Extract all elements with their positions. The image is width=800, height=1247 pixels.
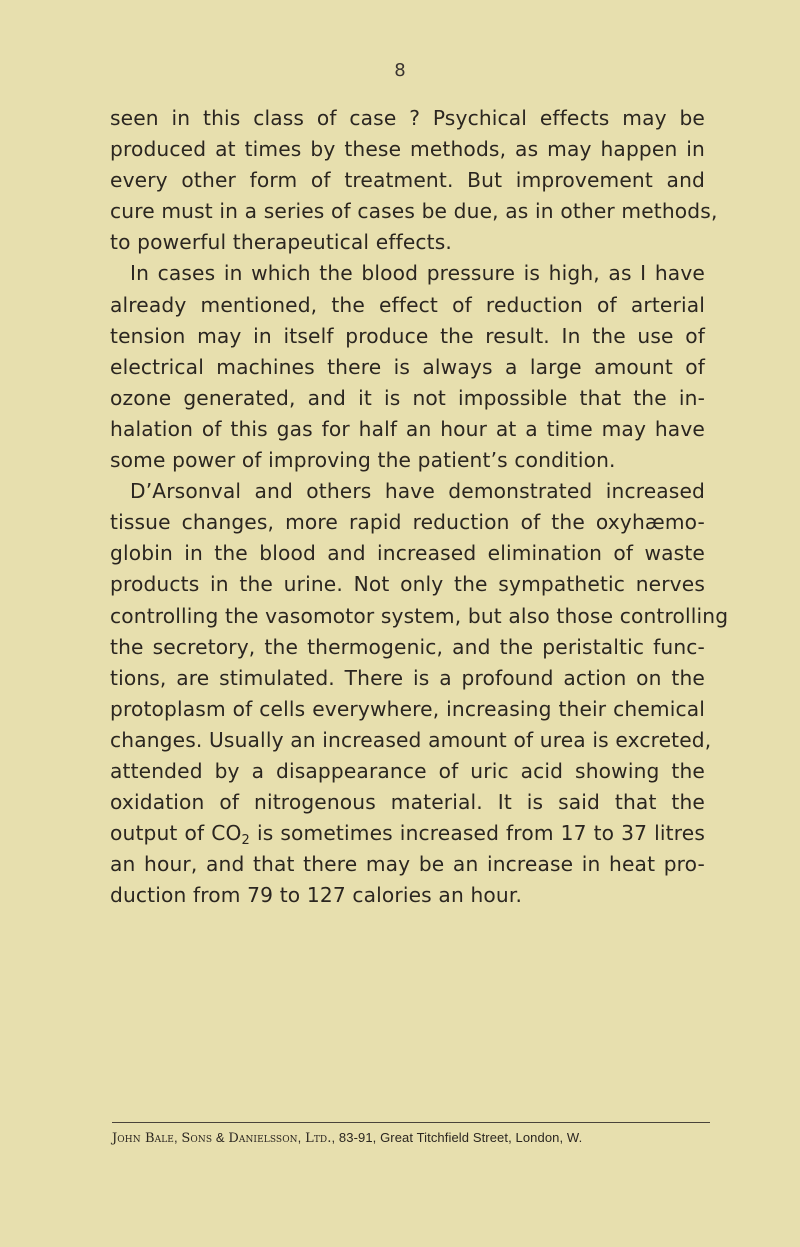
imprint-sep-1: , (173, 1130, 182, 1145)
text-line: products in the urine. Not only the sympathetic nerves (110, 572, 705, 597)
text-line: controlling the vasomotor system, but also those controlling (110, 603, 729, 628)
text-line: oxidation of nitrogenous material. It is said that the (110, 790, 705, 815)
imprint-sep-2: , (297, 1130, 306, 1145)
imprint-address: , 83-91, Great Titchfield Street, London, W. (331, 1130, 583, 1145)
text-line-co2 (110, 818, 705, 849)
text-line: tension may in itself produce the result. In the use of (110, 323, 705, 348)
text-line: electrical machines there is always a large amount of (110, 354, 705, 379)
text-line: attended by a disappearance of uric acid showing the (110, 758, 705, 783)
text-line: some power of improving the patient’s condition. (110, 448, 616, 473)
body-text (110, 103, 729, 911)
co2-subscript: 2 (241, 833, 250, 849)
co2-text: output of CO (110, 821, 242, 846)
text-line: tissue changes, more rapid reduction of the oxyhæmo- (110, 510, 705, 535)
footer-divider (112, 1122, 710, 1123)
imprint-name-4: Ltd. (305, 1131, 332, 1146)
text-line: D’Arsonval and others have demonstrated increased (130, 479, 705, 504)
co2-line-rest: is sometimes increased from 17 to 37 litres (249, 821, 705, 846)
page-number: 8 (394, 60, 406, 81)
text-line: an hour, and that there may be an increase in heat pro- (110, 852, 705, 877)
text-line: every other form of treatment. But improvement and (110, 168, 705, 193)
text-line: halation of this gas for half an hour at a time may have (110, 416, 705, 441)
text-line: tions, are stimulated. There is a profound action on the (110, 665, 705, 690)
imprint-name-3: Danielsson (228, 1131, 298, 1146)
text-line: already mentioned, the effect of reduction of arterial (110, 292, 705, 317)
text-line: In cases in which the blood pressure is high, as I have (130, 261, 705, 286)
text-line: globin in the blood and increased elimination of waste (110, 541, 705, 566)
text-line: the secretory, the thermogenic, and the peristaltic func- (110, 634, 705, 659)
text-line: seen in this class of case ? Psychical effects may be (110, 106, 705, 130)
imprint-amp: & (212, 1130, 229, 1145)
imprint-name-1: John Bale (112, 1131, 174, 1146)
text-line: changes. Usually an increased amount of urea is excreted, (110, 727, 712, 752)
imprint-name-2: Sons (181, 1131, 213, 1146)
text-line: produced at times by these methods, as may happen in (110, 137, 705, 162)
text-line: ozone generated, and it is not impossible that the in- (110, 385, 705, 410)
text-line: to powerful therapeutical effects. (110, 230, 452, 255)
text-line: protoplasm of cells everywhere, increasing their chemical (110, 696, 705, 721)
text-line: duction from 79 to 127 calories an hour. (110, 883, 523, 908)
printer-imprint (112, 1130, 712, 1146)
text-line: cure must in a series of cases be due, as in other methods, (110, 199, 718, 224)
